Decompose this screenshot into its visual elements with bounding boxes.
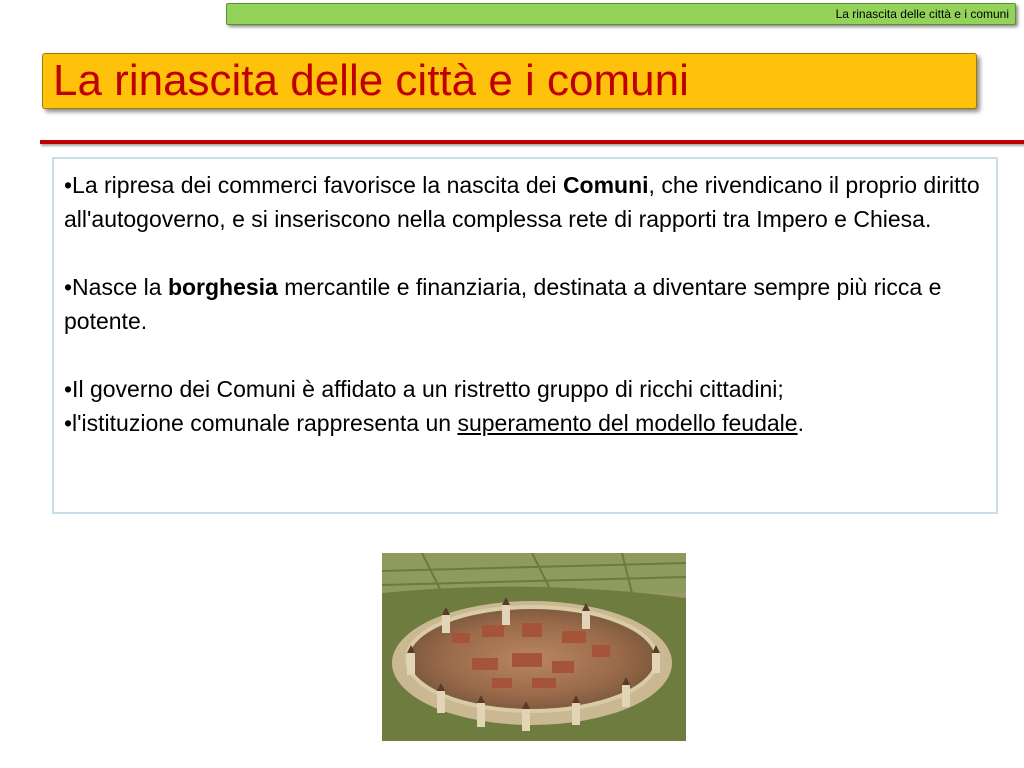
- bullet-borghesia: [64, 270, 986, 338]
- bullet-comuni: [64, 168, 986, 236]
- bullet-istituzione-underline: superamento del modello feudale: [457, 410, 798, 436]
- bullet-borghesia-prefix: •Nasce la: [64, 274, 168, 300]
- bullet-borghesia-bold: borghesia: [167, 274, 278, 300]
- header-tab-label: La rinascita delle città e i comuni: [835, 7, 1009, 21]
- bullet-istituzione-suffix: .: [797, 410, 804, 436]
- content-box: [52, 157, 998, 514]
- paragraph-spacer: [64, 338, 986, 372]
- header-tab: [226, 3, 1016, 25]
- title-divider: [40, 140, 1024, 144]
- bullet-comuni-bold: Comuni: [562, 172, 649, 198]
- bullet-istituzione: [64, 406, 986, 440]
- paragraph-spacer: [64, 236, 986, 270]
- bullet-governo: •Il governo dei Comuni è affidato a un ristretto gruppo di ricchi cittadini;: [64, 376, 784, 402]
- title-box: [42, 53, 977, 109]
- bullet-borghesia-suffix: mercantile e finanziaria, destinata a diventare sempre più ricca e potente.: [64, 274, 942, 334]
- page-title: La rinascita delle città e i comuni: [53, 56, 689, 105]
- bullet-comuni-prefix: •La ripresa dei commerci favorisce la nascita dei: [64, 172, 563, 198]
- medieval-city-photo: [382, 553, 686, 741]
- bullet-istituzione-prefix: •l'istituzione comunale rappresenta un: [64, 410, 458, 436]
- bullet-comuni-suffix: , che rivendicano il proprio diritto all'autogoverno, e si inseriscono nella complessa rete di rapporti tra Impero e Chiesa.: [64, 172, 980, 232]
